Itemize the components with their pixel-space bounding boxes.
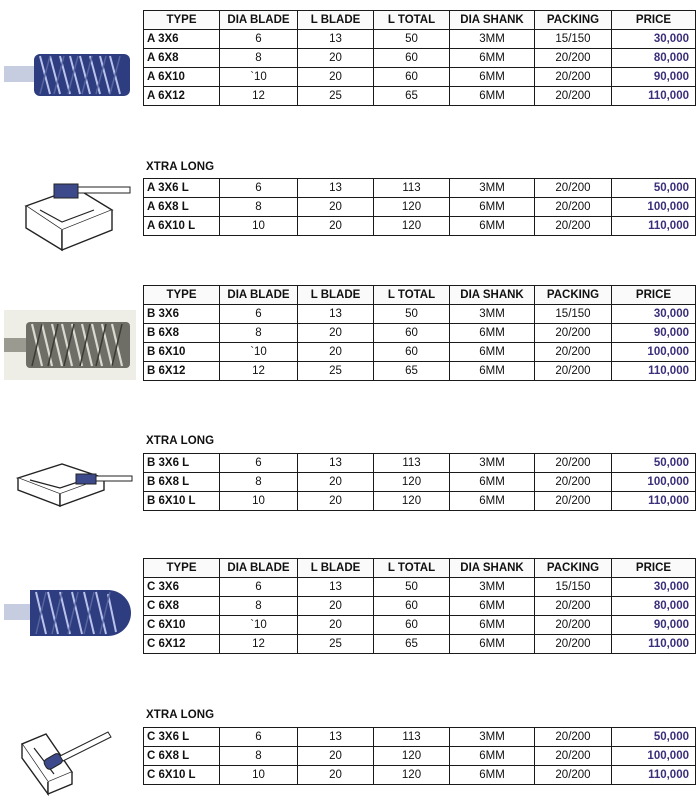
cell-packing: 20/200 (535, 49, 612, 68)
table-row (144, 766, 696, 785)
cell-type: B 3X6 L (144, 454, 220, 473)
burr-a-icon (4, 44, 136, 108)
cell-dia-shank: 6MM (450, 217, 535, 236)
cell-type: B 6X10 (144, 343, 220, 362)
cell-dia-blade: 12 (220, 635, 298, 654)
table-row (144, 473, 696, 492)
table-row (144, 728, 696, 747)
cell-price: 100,000 (612, 747, 696, 766)
workpiece-diagram-icon (4, 450, 136, 510)
table-row (144, 492, 696, 511)
cell-dia-blade: 8 (220, 473, 298, 492)
xtra-long-label-b: XTRA LONG (146, 435, 215, 447)
table-row (144, 578, 696, 597)
cell-dia-shank: 6MM (450, 492, 535, 511)
cell-dia-shank: 6MM (450, 597, 535, 616)
cell-dia-shank: 6MM (450, 616, 535, 635)
cell-dia-shank: 6MM (450, 49, 535, 68)
spec-table-a-long (143, 178, 696, 236)
cell-l-total: 60 (374, 49, 450, 68)
cell-packing: 20/200 (535, 492, 612, 511)
cell-l-blade: 25 (298, 362, 374, 381)
cell-price: 50,000 (612, 179, 696, 198)
header-packing: PACKING (535, 11, 612, 30)
cell-l-blade: 20 (298, 492, 374, 511)
cell-dia-shank: 6MM (450, 343, 535, 362)
cell-price: 110,000 (612, 635, 696, 654)
cell-dia-blade: 10 (220, 492, 298, 511)
burr-b-icon (4, 310, 136, 380)
cell-price: 30,000 (612, 578, 696, 597)
table-row (144, 362, 696, 381)
table-row (144, 616, 696, 635)
cell-l-total: 65 (374, 87, 450, 106)
header-type: TYPE (144, 286, 220, 305)
cell-price: 30,000 (612, 305, 696, 324)
cell-l-total: 50 (374, 30, 450, 49)
table-row (144, 324, 696, 343)
cell-dia-blade: `10 (220, 343, 298, 362)
cell-dia-shank: 3MM (450, 728, 535, 747)
cell-l-blade: 20 (298, 473, 374, 492)
table-row (144, 49, 696, 68)
cell-l-blade: 20 (298, 324, 374, 343)
cell-l-total: 120 (374, 473, 450, 492)
spec-table-b (143, 285, 696, 381)
cell-packing: 20/200 (535, 343, 612, 362)
burr-a-image (4, 44, 136, 108)
cell-dia-blade: 8 (220, 597, 298, 616)
cell-dia-blade: 12 (220, 362, 298, 381)
cell-packing: 15/150 (535, 30, 612, 49)
table-row (144, 454, 696, 473)
cell-l-total: 113 (374, 454, 450, 473)
cell-type: B 6X10 L (144, 492, 220, 511)
cell-packing: 20/200 (535, 87, 612, 106)
table-row (144, 217, 696, 236)
cell-price: 80,000 (612, 49, 696, 68)
cell-l-blade: 13 (298, 179, 374, 198)
cell-price: 50,000 (612, 728, 696, 747)
cell-type: A 3X6 (144, 30, 220, 49)
header-price: PRICE (612, 559, 696, 578)
cell-l-blade: 20 (298, 616, 374, 635)
table-row (144, 30, 696, 49)
cell-price: 100,000 (612, 473, 696, 492)
table-header-row (144, 286, 696, 305)
cell-price: 110,000 (612, 87, 696, 106)
cell-packing: 15/150 (535, 305, 612, 324)
cell-price: 110,000 (612, 766, 696, 785)
cell-type: B 6X8 L (144, 473, 220, 492)
cell-packing: 15/150 (535, 578, 612, 597)
cell-l-blade: 25 (298, 635, 374, 654)
cell-dia-blade: 8 (220, 49, 298, 68)
cell-price: 110,000 (612, 217, 696, 236)
cell-l-blade: 13 (298, 578, 374, 597)
cell-type: A 6X10 L (144, 217, 220, 236)
cell-packing: 20/200 (535, 635, 612, 654)
cell-type: A 6X10 (144, 68, 220, 87)
table-row (144, 343, 696, 362)
cell-dia-shank: 3MM (450, 305, 535, 324)
header-l-blade: L BLADE (298, 559, 374, 578)
cell-packing: 20/200 (535, 616, 612, 635)
burr-b-long-image (4, 450, 136, 510)
cell-l-total: 50 (374, 578, 450, 597)
cell-l-blade: 13 (298, 30, 374, 49)
table-header-row (144, 11, 696, 30)
header-l-total: L TOTAL (374, 286, 450, 305)
cell-l-total: 120 (374, 217, 450, 236)
cell-l-total: 65 (374, 635, 450, 654)
header-price: PRICE (612, 286, 696, 305)
header-dia-shank: DIA SHANK (450, 11, 535, 30)
cell-dia-blade: 6 (220, 454, 298, 473)
table-header-row (144, 559, 696, 578)
cell-packing: 20/200 (535, 728, 612, 747)
cell-l-blade: 25 (298, 87, 374, 106)
cell-l-blade: 20 (298, 766, 374, 785)
header-packing: PACKING (535, 559, 612, 578)
cell-dia-shank: 3MM (450, 30, 535, 49)
cell-l-blade: 20 (298, 68, 374, 87)
cell-type: B 3X6 (144, 305, 220, 324)
cell-l-blade: 20 (298, 49, 374, 68)
header-price: PRICE (612, 11, 696, 30)
cell-dia-shank: 3MM (450, 578, 535, 597)
header-l-blade: L BLADE (298, 286, 374, 305)
cell-l-total: 120 (374, 198, 450, 217)
cell-type: C 6X10 (144, 616, 220, 635)
xtra-long-label-c: XTRA LONG (146, 709, 215, 721)
header-l-total: L TOTAL (374, 11, 450, 30)
cell-dia-shank: 6MM (450, 68, 535, 87)
cell-type: A 6X12 (144, 87, 220, 106)
cell-price: 100,000 (612, 343, 696, 362)
cell-dia-shank: 3MM (450, 454, 535, 473)
cell-l-total: 60 (374, 597, 450, 616)
cell-l-blade: 20 (298, 343, 374, 362)
cell-packing: 20/200 (535, 198, 612, 217)
cell-dia-blade: 8 (220, 747, 298, 766)
cell-dia-blade: 8 (220, 324, 298, 343)
cell-l-total: 60 (374, 324, 450, 343)
cell-price: 30,000 (612, 30, 696, 49)
spec-table-a (143, 10, 696, 106)
cell-type: A 3X6 L (144, 179, 220, 198)
cell-l-total: 120 (374, 492, 450, 511)
cell-dia-blade: `10 (220, 616, 298, 635)
cell-l-total: 50 (374, 305, 450, 324)
cell-price: 90,000 (612, 616, 696, 635)
header-l-total: L TOTAL (374, 559, 450, 578)
cell-dia-blade: 6 (220, 728, 298, 747)
table-row (144, 87, 696, 106)
cell-price: 110,000 (612, 362, 696, 381)
cell-price: 90,000 (612, 68, 696, 87)
table-row (144, 68, 696, 87)
cell-l-total: 120 (374, 747, 450, 766)
cell-l-blade: 13 (298, 728, 374, 747)
cell-type: B 6X8 (144, 324, 220, 343)
cell-type: C 6X8 L (144, 747, 220, 766)
cell-dia-shank: 6MM (450, 198, 535, 217)
cell-l-blade: 13 (298, 454, 374, 473)
cell-dia-blade: 12 (220, 87, 298, 106)
cell-type: A 6X8 L (144, 198, 220, 217)
cell-dia-blade: 6 (220, 30, 298, 49)
cell-price: 100,000 (612, 198, 696, 217)
cell-packing: 20/200 (535, 68, 612, 87)
cell-l-total: 60 (374, 616, 450, 635)
cell-price: 110,000 (612, 492, 696, 511)
cell-dia-shank: 6MM (450, 87, 535, 106)
cell-type: C 6X8 (144, 597, 220, 616)
xtra-long-label-a: XTRA LONG (146, 161, 215, 173)
cell-type: B 6X12 (144, 362, 220, 381)
cell-packing: 20/200 (535, 179, 612, 198)
cell-packing: 20/200 (535, 766, 612, 785)
workpiece-diagram-icon (4, 166, 136, 252)
table-row (144, 305, 696, 324)
cell-type: A 6X8 (144, 49, 220, 68)
table-row (144, 597, 696, 616)
cell-l-total: 113 (374, 728, 450, 747)
cell-price: 90,000 (612, 324, 696, 343)
cell-dia-shank: 6MM (450, 635, 535, 654)
cell-dia-blade: 10 (220, 766, 298, 785)
header-dia-blade: DIA BLADE (220, 11, 298, 30)
cell-l-blade: 20 (298, 747, 374, 766)
burr-c-icon (4, 582, 136, 644)
cell-dia-shank: 6MM (450, 362, 535, 381)
header-dia-shank: DIA SHANK (450, 286, 535, 305)
cell-type: C 3X6 L (144, 728, 220, 747)
cell-dia-shank: 6MM (450, 324, 535, 343)
cell-dia-blade: 10 (220, 217, 298, 236)
cell-price: 80,000 (612, 597, 696, 616)
cell-dia-blade: `10 (220, 68, 298, 87)
header-type: TYPE (144, 559, 220, 578)
cell-dia-blade: 8 (220, 198, 298, 217)
table-row (144, 747, 696, 766)
cell-dia-shank: 6MM (450, 747, 535, 766)
table-row (144, 635, 696, 654)
workpiece-diagram-icon (4, 722, 136, 796)
cell-packing: 20/200 (535, 597, 612, 616)
cell-dia-shank: 3MM (450, 179, 535, 198)
cell-type: C 3X6 (144, 578, 220, 597)
table-row (144, 198, 696, 217)
header-type: TYPE (144, 11, 220, 30)
cell-packing: 20/200 (535, 747, 612, 766)
cell-l-total: 60 (374, 68, 450, 87)
cell-l-blade: 13 (298, 305, 374, 324)
cell-type: C 6X10 L (144, 766, 220, 785)
cell-l-blade: 20 (298, 597, 374, 616)
cell-dia-shank: 6MM (450, 473, 535, 492)
cell-price: 50,000 (612, 454, 696, 473)
cell-type: C 6X12 (144, 635, 220, 654)
cell-packing: 20/200 (535, 217, 612, 236)
cell-packing: 20/200 (535, 362, 612, 381)
cell-dia-blade: 6 (220, 578, 298, 597)
cell-l-blade: 20 (298, 198, 374, 217)
header-dia-shank: DIA SHANK (450, 559, 535, 578)
table-row (144, 179, 696, 198)
cell-l-total: 65 (374, 362, 450, 381)
burr-c-image (4, 582, 136, 644)
header-dia-blade: DIA BLADE (220, 286, 298, 305)
spec-table-b-long (143, 453, 696, 511)
header-packing: PACKING (535, 286, 612, 305)
cell-packing: 20/200 (535, 454, 612, 473)
burr-b-image (4, 310, 136, 380)
cell-dia-blade: 6 (220, 305, 298, 324)
spec-table-c-long (143, 727, 696, 785)
cell-l-total: 120 (374, 766, 450, 785)
spec-table-c (143, 558, 696, 654)
cell-l-blade: 20 (298, 217, 374, 236)
cell-packing: 20/200 (535, 473, 612, 492)
cell-dia-shank: 6MM (450, 766, 535, 785)
burr-a-long-image (4, 166, 136, 252)
cell-packing: 20/200 (535, 324, 612, 343)
cell-l-total: 60 (374, 343, 450, 362)
cell-l-total: 113 (374, 179, 450, 198)
header-dia-blade: DIA BLADE (220, 559, 298, 578)
burr-c-long-image (4, 722, 136, 796)
header-l-blade: L BLADE (298, 11, 374, 30)
cell-dia-blade: 6 (220, 179, 298, 198)
